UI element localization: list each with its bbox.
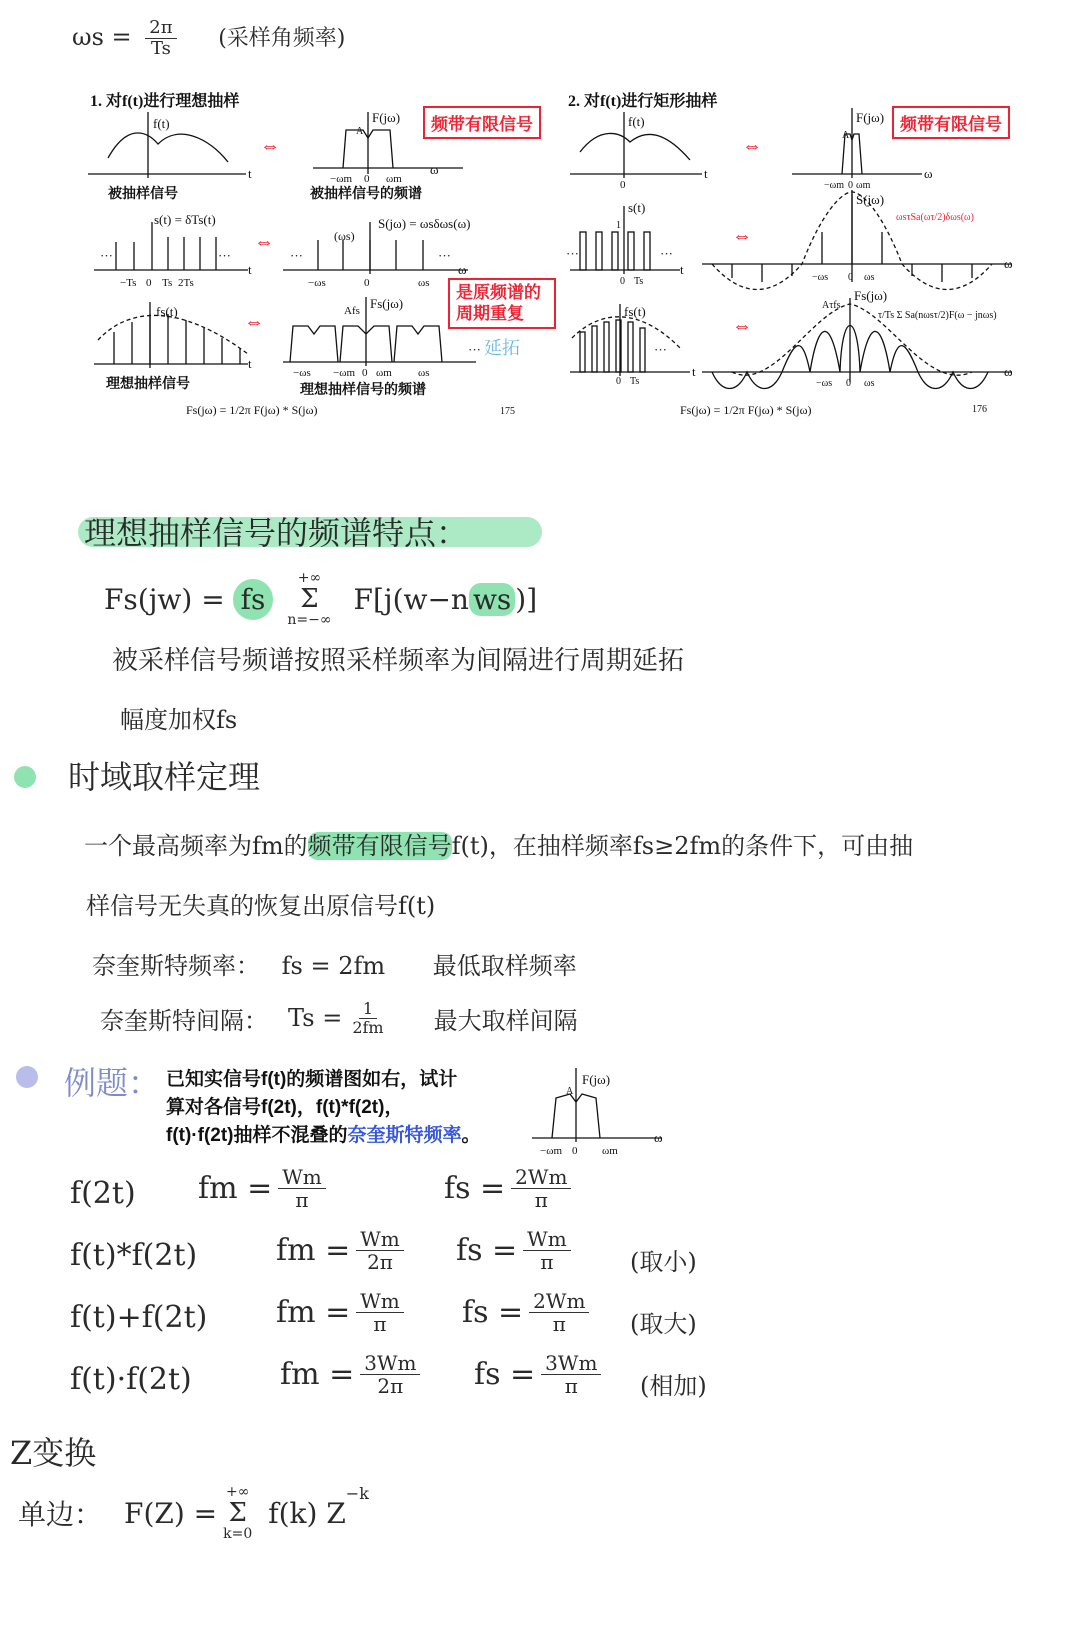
left-ft-label: f(t) [153, 116, 170, 131]
row-fm-num: 3Wm [360, 1352, 420, 1375]
right-w-axis-label-3: ω [1004, 364, 1013, 379]
row-fm-den: π [373, 1312, 387, 1336]
right-zero-label-3: 0 [620, 276, 625, 287]
right-Fjw-label: F(jω) [856, 110, 885, 125]
left-equiv-arrow-3: ⇔ [244, 311, 264, 333]
row-fm-label: fm = [276, 1233, 351, 1268]
right-Sjw-label: S(jω) [856, 192, 885, 207]
row-fm [280, 1352, 426, 1397]
row-signal: f(t)·f(2t) [70, 1362, 192, 1397]
example-graph-wm-label: ωm [602, 1145, 618, 1157]
nyquist-frequency-row [92, 946, 577, 981]
row-fs-num: Wm [523, 1228, 571, 1251]
left-wm-label: ωm [386, 173, 402, 185]
left-ws-label: ωs [418, 277, 430, 289]
nyquist-interval-fraction [348, 1000, 387, 1036]
row-fs [474, 1352, 607, 1397]
left-A-tick-label: A [356, 126, 364, 137]
row-fm-fraction [356, 1290, 404, 1335]
right-box-bandlimited: 频带有限信号 [892, 106, 1010, 139]
theorem-line1-a: 一个最高频率为fm的 [84, 832, 308, 860]
example-spectrum-graph [524, 1060, 674, 1160]
right-dots-2: ··· [660, 246, 673, 261]
right-equiv-arrow-1: ⇔ [742, 135, 762, 157]
right-formula-bottom: Fs(jω) = 1/2π F(jω) * S(jω) [680, 403, 812, 417]
row-signal: f(2t) [70, 1176, 136, 1211]
left-dots-4: ··· [438, 248, 451, 263]
left-zero-label-3: 0 [364, 277, 370, 289]
right-st-label: s(t) [628, 200, 646, 215]
row-fm-den: π [295, 1188, 309, 1212]
row-note: (取大) [630, 1310, 697, 1338]
left-dots-5: ··· [468, 342, 481, 357]
example-text-line3: f(t)·f(2t)抽样不混叠的奈奎斯特频率。 [166, 1125, 481, 1146]
row-note: (相加) [640, 1372, 707, 1400]
row-fm [198, 1166, 332, 1211]
right-page-number: 176 [972, 404, 987, 415]
formula-sum [287, 570, 331, 628]
z-formula-rhs: f(k) Z [268, 1496, 346, 1530]
formula-fraction [145, 18, 176, 59]
left-t-axis-label: t [248, 166, 252, 181]
row-fm [276, 1290, 410, 1335]
formula-sum-top: +∞ [297, 570, 322, 586]
nyquist-interval-note: 最大取样间隔 [433, 1006, 578, 1035]
right-ws-label: ωs [864, 272, 875, 283]
row-signal: f(t)+f(2t) [70, 1300, 208, 1335]
left-fst-label: fs(t) [156, 304, 178, 319]
heading-sampling-theorem: 时域取样定理 [68, 758, 261, 796]
left-caption-sampled: 被抽样信号 [108, 187, 178, 202]
right-sum-label: τ/Ts Σ Sa(nωsτ/2)F(ω − jnωs) [878, 310, 997, 321]
formula-F-open: F[j(w−n [353, 582, 469, 616]
nyquist-interval-den: 2fm [352, 1017, 384, 1037]
left-Afs-label: Afs [344, 305, 360, 317]
left-Ts-label: Ts [162, 277, 173, 289]
z-sum-bottom: k=0 [223, 1526, 253, 1542]
row-fm-label: fm = [280, 1357, 355, 1392]
row-fm-den: 2π [377, 1374, 404, 1398]
right-zero-label-2: 0 [848, 180, 853, 191]
header-formula [72, 18, 345, 59]
nyquist-frequency-formula: fs = 2fm [281, 952, 386, 980]
row-fm-fraction [360, 1352, 420, 1397]
right-slide [562, 82, 1032, 434]
theorem-line2: 样信号无失真的恢复出原信号f(t) [86, 892, 436, 920]
right-Ts-label: Ts [634, 276, 644, 287]
left-slide [78, 82, 548, 434]
left-wm-label-2: ωm [376, 367, 392, 379]
left-ws-neg-label: −ωs [308, 277, 326, 289]
row-signal: f(t)*f(2t) [70, 1238, 198, 1273]
left-box-bandlimited: 频带有限信号 [423, 106, 541, 139]
right-Atfs-label: Aτfs [822, 300, 841, 311]
left-zero-label-2: 0 [146, 277, 152, 289]
formula-Fs-lhs: Fs(jw) = [104, 582, 225, 616]
formula-sum-bottom: n=−∞ [287, 612, 332, 628]
left-formula-bottom: Fs(jω) = 1/2π F(jω) * S(jω) [186, 403, 318, 417]
line-period-extension: 被采样信号频谱按照采样频率为间隔进行周期延拓 [112, 646, 685, 676]
right-dots-1: ··· [566, 246, 579, 261]
left-t-axis-label-2: t [248, 262, 252, 277]
row-fm-num: Wm [356, 1228, 404, 1251]
right-w-axis-label-2: ω [1004, 256, 1013, 271]
row-fs-den: π [540, 1250, 554, 1274]
row-fs-label: fs = [462, 1295, 524, 1330]
z-sum-symbol: Σ [228, 1498, 247, 1528]
row-fs-num: 2Wm [511, 1166, 571, 1189]
left-caption-ideal-spectrum: 理想抽样信号的频谱 [300, 383, 426, 398]
z-sum-top: +∞ [225, 1484, 250, 1500]
row-fm-label: fm = [198, 1171, 273, 1206]
right-t-axis-label-2: t [680, 262, 684, 277]
answer-row [70, 1290, 790, 1352]
left-equiv-arrow-2: ⇔ [254, 231, 274, 253]
row-fs-den: π [534, 1188, 548, 1212]
formula-note: (采样角频率) [218, 25, 346, 51]
left-slide-title: 1. 对f(t)进行理想抽样 [90, 93, 240, 110]
example-graph-zero-label: 0 [572, 1145, 578, 1157]
left-w-axis-label: ω [430, 162, 439, 177]
right-zero-label: 0 [620, 179, 626, 191]
example-graph-A-label: A [566, 1086, 574, 1097]
left-2Ts-label: 2Ts [178, 277, 194, 289]
formula-num: 2π [145, 18, 176, 39]
formula-ws-highlight: ws [469, 583, 515, 616]
row-fs-den: π [552, 1312, 566, 1336]
nyquist-frequency-note: 最低取样频率 [432, 952, 577, 980]
row-fm-num: Wm [356, 1290, 404, 1313]
row-fs-label: fs = [474, 1357, 536, 1392]
row-note: (取小) [630, 1248, 697, 1276]
z-label: 单边： [18, 1498, 103, 1531]
row-fs [462, 1290, 595, 1335]
bullet-green [14, 766, 36, 788]
example-text-line1: 已知实信号f(t)的频谱图如右，试计 [166, 1069, 458, 1090]
left-handwritten-extension: 延拓 [484, 338, 520, 358]
left-caption-spectrum: 被抽样信号的频谱 [310, 187, 422, 202]
right-zero-label-6: 0 [846, 378, 851, 389]
left-ws-neg-label-2: −ωs [293, 367, 311, 379]
theorem-line1-b: f(t)，在抽样频率fs≥2fm的条件下，可由抽 [451, 832, 914, 860]
theorem-highlight: 频带有限信号 [307, 832, 452, 860]
z-transform-formula [18, 1484, 369, 1542]
right-zero-label-4: 0 [848, 272, 853, 283]
right-ws-neg-label-2: −ωs [816, 378, 833, 389]
formula-lhs: ωs = [72, 22, 132, 51]
right-t-axis-label: t [704, 166, 708, 181]
left-Fsjw-label: Fs(jω) [370, 296, 404, 311]
right-Fsjw-label: Fs(jω) [854, 288, 888, 303]
right-Sa-label: ωsτSa(ωτ/2)δωs(ω) [896, 212, 974, 223]
example-graph-wm-neg-label: −ωm [540, 1145, 562, 1157]
right-ws-label-2: ωs [864, 378, 875, 389]
row-fs [456, 1228, 577, 1273]
right-fst-label: fs(t) [624, 304, 646, 319]
row-fm-fraction [356, 1228, 404, 1273]
right-slide-title: 2. 对f(t)进行矩形抽样 [568, 93, 718, 110]
formula-close: )] [515, 582, 538, 616]
z-exponent: −k [345, 1484, 369, 1503]
line-amplitude-weight: 幅度加权fs [120, 706, 238, 734]
left-Fjw-label: F(jω) [372, 110, 401, 125]
left-Sjw-label: S(jω) = ωsδωs(ω) [378, 216, 471, 231]
row-fm-num: Wm [278, 1166, 326, 1189]
left-t-axis-label-3: t [248, 356, 252, 371]
example-graph-Fjw-label: F(jω) [582, 1072, 611, 1087]
heading-z-transform: Z变换 [10, 1434, 97, 1472]
left-dots-3: ··· [290, 248, 303, 263]
nyquist-interval-row [100, 1000, 578, 1036]
row-fs-num: 2Wm [529, 1290, 589, 1313]
nyquist-interval-lhs: Ts = [288, 1004, 343, 1033]
z-formula-lhs: F(Z) = [124, 1496, 218, 1530]
answer-row [70, 1352, 790, 1414]
left-dots-1: ··· [100, 248, 113, 263]
right-dots-3: ··· [654, 342, 667, 357]
heading-spectrum-features: 理想抽样信号的频谱特点： [84, 514, 469, 552]
row-fs-fraction [511, 1166, 571, 1211]
formula-Fs [104, 570, 537, 628]
theorem-line1 [84, 826, 913, 861]
answer-row [70, 1166, 790, 1228]
row-fm-label: fm = [276, 1295, 351, 1330]
right-w-axis-label: ω [924, 166, 933, 181]
formula-sum-symbol: Σ [300, 584, 319, 614]
right-t-axis-label-3: t [692, 364, 696, 379]
right-equiv-arrow-3: ⇔ [732, 315, 752, 337]
bullet-purple [16, 1066, 38, 1088]
left-ws-impulse-label: (ωs) [334, 229, 355, 243]
row-fs-fraction [541, 1352, 601, 1397]
row-fs-label: fs = [444, 1171, 506, 1206]
answer-row [70, 1228, 790, 1290]
right-wm-label: ωm [856, 180, 871, 191]
left-st-label: s(t) = δTs(t) [154, 212, 216, 227]
left-zero-label-4: 0 [362, 367, 368, 379]
row-fs-den: π [564, 1374, 578, 1398]
right-zero-label-5: 0 [616, 376, 621, 387]
left-ws-label-2: ωs [418, 367, 430, 379]
formula-fs-circled: fs [233, 579, 274, 620]
nyquist-interval-num: 1 [359, 1000, 377, 1019]
row-fs-fraction [529, 1290, 589, 1335]
left-wm-neg-label: −ωm [330, 173, 352, 185]
answer-rows [70, 1166, 790, 1414]
row-fm-fraction [278, 1166, 326, 1211]
row-fs-label: fs = [456, 1233, 518, 1268]
formula-den: Ts [150, 37, 171, 59]
example-label: 例题： [64, 1064, 161, 1102]
example-nyquist-highlight: 奈奎斯特频率 [347, 1125, 462, 1146]
row-fm-den: 2π [367, 1250, 393, 1274]
row-fs [444, 1166, 577, 1211]
example-graph-w-label: ω [654, 1130, 663, 1145]
right-Ts-label-2: Ts [630, 376, 640, 387]
row-fs-num: 3Wm [541, 1352, 601, 1375]
example-problem [166, 1066, 526, 1150]
row-fs-fraction [523, 1228, 571, 1273]
left-page-number: 175 [500, 406, 515, 417]
right-ft-label: f(t) [628, 114, 645, 129]
left-zero-label: 0 [364, 173, 370, 185]
example-text-line2: 算对各信号f(2t)，f(t)*f(2t)， [166, 1097, 404, 1118]
right-one-tick-label: 1 [616, 220, 621, 231]
left-box-repeat: 是原频谱的周期重复 [448, 278, 556, 329]
left-Ts-neg-label: −Ts [120, 277, 137, 289]
z-sum [223, 1484, 252, 1542]
right-ws-neg-label: −ωs [812, 272, 829, 283]
left-dots-2: ··· [218, 248, 231, 263]
left-caption-ideal: 理想抽样信号 [106, 377, 190, 392]
left-wm-neg-label-2: −ωm [333, 367, 355, 379]
right-wm-neg-label: −ωm [824, 180, 844, 191]
row-fm [276, 1228, 410, 1273]
left-equiv-arrow-1: ⇔ [260, 135, 280, 157]
nyquist-frequency-label: 奈奎斯特频率： [92, 952, 260, 980]
right-equiv-arrow-2: ⇔ [732, 225, 752, 247]
right-A-tick-label: A [842, 130, 850, 141]
nyquist-interval-label: 奈奎斯特间隔： [100, 1006, 268, 1035]
left-w-axis-label-2: ω [458, 262, 467, 277]
